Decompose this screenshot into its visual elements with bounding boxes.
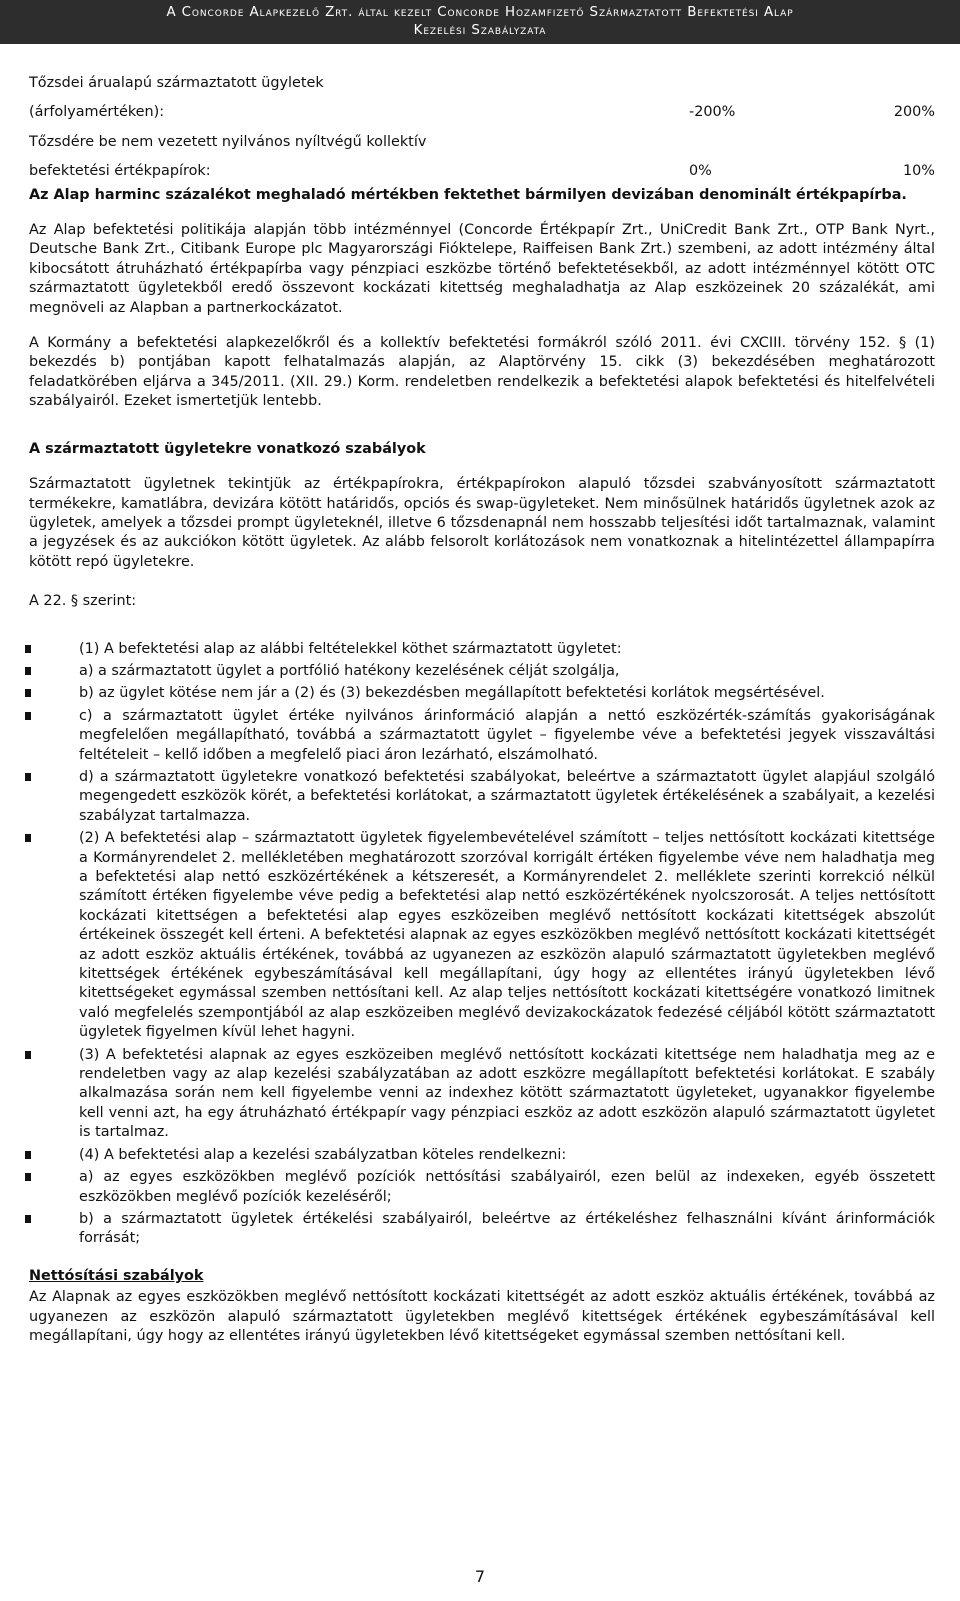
header-title-line-2: Kezelési Szabályzata [413, 23, 547, 38]
decree-paragraph: A Kormány a befektetési alapkezelőkről és a kollektív befektetési formákról szóló 2011. évi CXCIII. törvény 152. § (1) bekezdés b) pontjában kapott felhatalmazás alapján, az Alaptörvény 15. cikk (3) bekezdésében meghatározott feladatkörében eljárva a 345/2011. (XII. 29.) Korm. rendeletben rendelkezik a befektetési alapok befektetési és hitelfelvételi szabályairól. Ezeket ismertetjük lentebb. [29, 335, 935, 410]
rule-item: d) a származtatott ügyletekre vonatkozó befektetési szabályokat, beleértve a származtatott ügylet alapjául szolgáló megengedett eszközök körét, a befektetési korlátokat, a származtatott ügyletek értékelésének a szabályait, a kezelési szabályzat tartalmazza. [29, 768, 935, 826]
derivative-rules-heading: A származtatott ügyletekre vonatkozó szabályok [29, 440, 426, 457]
document-body [0, 44, 960, 1346]
netting-paragraph: Az Alapnak az egyes eszközökben meglévő nettósított kockázati kitettségét az adott eszköz aktuális értékének, továbbá az ugyanezen az eszközön alapuló származtatott ügyletekben meglévő kitettségek értékének egybeszámításával kell megállapítani, úgy hogy az ellentétes irányú ügyletekben lévő kitettségeket egymással szemben nettósítani kell. [29, 1289, 935, 1344]
limit-min: 0% [689, 163, 712, 180]
limit-row-funds [29, 162, 935, 181]
rule-item: (1) A befektetési alap az alábbi feltételekkel köthet származtatott ügyletet: [29, 640, 935, 659]
page-number: 7 [474, 1567, 486, 1586]
limit-max: 10% [903, 163, 935, 180]
rule-item: a) a származtatott ügylet a portfólió hatékony kezelésének célját szolgálja, [29, 662, 935, 681]
derivative-definition-paragraph: Származtatott ügyletnek tekintjük az értékpapírokra, értékpapírokon alapuló tőzsdei szabványosított származtatott termékekre, kamatlábra, devizára kötött határidős, opciós és swap-ügyleteket. Nem minősülnek határidős ügyletnek azok az ügyletek, amelyek a tőzsdei prompt ügyleteknél, illetve 6 tőzsdenapnál nem hosszabb teljesítési időt tartalmaznak, valamint a jegyzések és az aukciókon kötött ügyletek. Az alább felsorolt korlátozások nem vonatkoznak a hitelintézettel állampapírra kötött repó ügyletekre. [29, 476, 935, 570]
rule-item: c) a származtatott ügylet értéke nyilvános árinformáció alapján a nettó eszközérték-számítás gyakoriságának megfelelően megállapítható, továbbá a származtatott ügylet – figyelembe véve a befektetési jegyek visszaváltási feltételeit – kellő időben a megfelelő piaci áron lezárható, elszámolható. [29, 707, 935, 765]
limit-label: befektetési értékpapírok: [29, 163, 211, 180]
netting-rules-heading: Nettósítási szabályok [29, 1267, 204, 1284]
header-title-line-1: A Concorde Alapkezelő Zrt. által kezelt Concorde Hozamfizető Származtatott Befektetési Alap [166, 5, 794, 20]
rule-item: (4) A befektetési alap a kezelési szabályzatban köteles rendelkezni: [29, 1146, 935, 1165]
limit-min: -200% [689, 104, 736, 121]
derivative-rules-list [29, 640, 935, 1249]
section-reference: A 22. § szerint: [29, 593, 137, 610]
limit-row-exchange-derivatives-label: Tőzsdei árualapú származtatott ügyletek [29, 75, 324, 91]
rule-item: b) az ügylet kötése nem jár a (2) és (3) bekezdésben megállapított befektetési korlátok megsértésével. [29, 684, 935, 703]
document-header [0, 0, 960, 44]
limit-label: (árfolyamértéken): [29, 104, 165, 121]
rule-item: b) a származtatott ügyletek értékelési szabályairól, beleértve az értékeléshez felhasználni kívánt árinformációk forrását; [29, 1210, 935, 1249]
limit-max: 200% [893, 104, 935, 121]
limit-row-exchange-derivatives [29, 103, 935, 122]
rule-item: a) az egyes eszközökben meglévő pozíciók nettósítási szabályairól, ezen belül az indexeken, egyéb összetett eszközökben meglévő pozíciók kezeléséről; [29, 1168, 935, 1207]
rule-item: (2) A befektetési alap – származtatott ügyletek figyelembevételével számított – teljes nettósított kockázati kitettsége a Kormányrendelet 2. mellékletében meghatározott szorzóval korrigált értéken figyelembe véve nem haladhatja meg a befektetési alap nettó eszközértékének a kétszeresét, a Kormányrendelet 2. melléklete szerinti korrekció nélkül számított értéken figyelembe véve pedig a befektetési alap nettó eszközértékének nyolcszorosát. A teljes nettósított kockázati kitettségen a befektetési alap egyes eszközeiben meglévő nettósított kockázati kitettségek abszolút értékeinek összegét kell érteni. A befektetési alapnak az egyes eszközökben meglévő nettósított kockázati kitettségét az adott eszköz aktuális értékének, továbbá az ugyanezen az eszközön alapuló származtatott ügyletekben meglévő kitettségek értékének egybeszámításával kell megállapítani, úgy hogy az ellentétes irányú ügyletekben lévő kitettségeket egymással szemben nettósítani kell. Az alap teljes nettósított kockázati kitettségére vonatkozó limitnek való megfelelés szempontjából az alap eszközeiben meglévő devizakockázatok fedezésé céljából kötött származtatott ügyletek figyelmen kívül lehet hagyni. [29, 829, 935, 1042]
currency-note: Az Alap harminc százalékot meghaladó mértékben fektethet bármilyen devizában denominált értékpapírba. [29, 186, 907, 203]
rule-item: (3) A befektetési alapnak az egyes eszközeiben meglévő nettósított kockázati kitettsége nem haladhatja meg az e rendeletben vagy az alap kezelési szabályzatában az adott eszközre megállapított befektetési korlátokat. E szabály alkalmazása során nem kell figyelembe venni az indexhez kötött származtatott ügyleteket, ugyanakkor figyelembe kell venni azt, ha egy átruházható értékpapír vagy pénzpiaci eszköz az adott eszközön alapuló származtatott ügyletet is tartalmaz. [29, 1046, 935, 1143]
limit-row-funds-label: Tőzsdére be nem vezetett nyilvános nyíltvégű kollektív [29, 133, 427, 150]
counterparty-paragraph: Az Alap befektetési politikája alapján több intézménnyel (Concorde Értékpapír Zrt., UniCredit Bank Zrt., OTP Bank Nyrt., Deutsche Bank Zrt., Citibank Europe plc Magyarországi Fióktelepe, Raiffeisen Bank Zrt.) szembeni, az adott intézmény által kibocsátott átruházható értékpapírba vagy pénzpiaci eszközbe történő befektetésekből, az adott intézménnyel kötött OTC származtatott ügyletekből eredő összevont kockázati kitettség meghaladhatja az Alap eszközeinek 20 százalékát, ami megnöveli az Alapban a partnerkockázatot. [29, 222, 935, 316]
investment-limits [29, 74, 935, 182]
